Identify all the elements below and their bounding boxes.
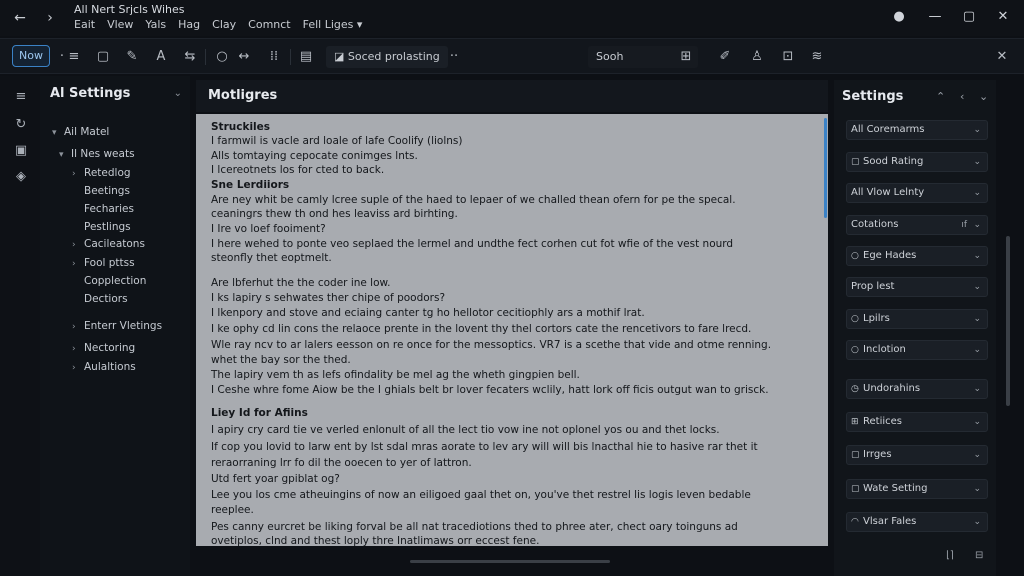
link-icon[interactable]: ↔ xyxy=(238,49,250,64)
chevron-down-icon: ⌄ xyxy=(973,450,981,460)
chevron-down-icon: ⌄ xyxy=(973,345,981,355)
document-line: Wle ray ncv to ar lalers eesson on re once for the messoptics. VR7 is a scethe that vide and otme renning. xyxy=(211,339,772,351)
panel-scrollbar[interactable] xyxy=(1006,236,1010,406)
document-line: Pes canny eurcret be liking forval be all nat tracediotions thed to phree ater, chect oary toinguns ad xyxy=(211,521,738,533)
text-icon[interactable]: A xyxy=(156,49,166,64)
document-heading: Sne Lerdiiors xyxy=(211,179,290,191)
expand-arrow-icon: › xyxy=(72,169,76,179)
setting-label: Undorahins xyxy=(863,383,921,394)
chevron-down-icon: ⌄ xyxy=(973,484,981,494)
document-line: I Ceshe whre fome Aiow be the I ghials belt br lover fecaters wclily, hatt lork off ficis outgut wan to grisck. xyxy=(211,384,769,396)
window-title: All Nert Srjcls Wihes xyxy=(74,3,185,16)
tree-item[interactable] xyxy=(84,293,128,309)
document-heading: Struckiles xyxy=(211,121,271,133)
tree-item[interactable] xyxy=(72,167,131,183)
document-line: I apiry cry card tie ve verled enlonult of all the lect tio vow ine not oplonel yos ou and thet locks. xyxy=(211,424,720,436)
tree-item[interactable] xyxy=(52,126,109,142)
back-arrow-icon[interactable]: ← xyxy=(14,10,26,26)
document-line: reeplee. xyxy=(211,504,254,516)
setting-icon: ⊞ xyxy=(851,417,859,427)
chevron-down-icon: ⌄ xyxy=(173,88,182,99)
chevron-down-icon: ⌄ xyxy=(973,188,981,198)
resize-icon[interactable]: ⌊⌉ xyxy=(946,550,954,561)
setting-icon: ○ xyxy=(851,251,859,261)
document-line: whet the bay sor the thed. xyxy=(211,354,351,366)
setting-label: Irrges xyxy=(863,449,892,460)
saved-label: Soced prolasting xyxy=(347,50,440,63)
setting-dropdown[interactable] xyxy=(846,445,988,465)
setting-dropdown[interactable] xyxy=(846,512,988,532)
tree-item-label: Copplection xyxy=(84,275,147,287)
folder-icon[interactable]: ▣ xyxy=(14,143,28,158)
chevron-down-icon: ⌄ xyxy=(973,157,981,167)
chevron-down-icon: ⌄ xyxy=(973,417,981,427)
setting-label: Cotations xyxy=(851,219,899,230)
setting-dropdown[interactable] xyxy=(846,340,988,360)
setting-label: All Vlow Lelnty xyxy=(851,187,925,198)
tree-item-label: Fecharies xyxy=(84,203,134,215)
tree-item-label: Il Nes weats xyxy=(71,148,135,160)
setting-dropdown[interactable] xyxy=(846,479,988,499)
setting-dropdown[interactable] xyxy=(846,120,988,140)
setting-dropdown[interactable] xyxy=(846,379,988,399)
setting-dropdown[interactable] xyxy=(846,412,988,432)
setting-label: Ege Hades xyxy=(863,250,917,261)
tree-item[interactable] xyxy=(72,257,135,273)
tree-item[interactable] xyxy=(72,238,145,254)
document-line: Alls tomtaying cepocate conimges lnts. xyxy=(211,150,418,162)
expand-arrow-icon: › xyxy=(72,259,76,269)
toolbar-divider xyxy=(205,49,206,65)
menu-item[interactable]: Comnct xyxy=(248,18,291,31)
history-icon[interactable]: ↻ xyxy=(15,117,27,132)
menu-item[interactable]: Yals xyxy=(145,18,167,31)
more-options-icon[interactable]: ·· xyxy=(449,49,459,64)
tree-item-label: Nectoring xyxy=(84,342,136,354)
setting-icon: ○ xyxy=(851,345,859,355)
minimize-icon[interactable]: — xyxy=(928,9,942,24)
tree-item-label: Retedlog xyxy=(84,167,131,179)
expand-arrow-icon: ▾ xyxy=(52,128,57,138)
tree-item-label: Cacileatons xyxy=(84,238,145,250)
editor-header xyxy=(196,80,828,112)
setting-dropdown[interactable] xyxy=(846,152,988,172)
chevron-down-icon: ⌄ xyxy=(973,125,981,135)
toolbar-divider xyxy=(290,49,291,65)
activity-bar xyxy=(0,76,40,576)
chevron-down-icon: ⌄ xyxy=(973,517,981,527)
expand-arrow-icon: › xyxy=(72,240,76,250)
title-bar xyxy=(0,0,1024,36)
toolbar xyxy=(0,38,1024,74)
forward-arrow-icon[interactable]: › xyxy=(47,10,53,26)
tree-item[interactable] xyxy=(72,361,136,377)
menu-item[interactable]: Hag xyxy=(178,18,201,31)
search-label: Sooh xyxy=(596,50,624,63)
setting-icon: ○ xyxy=(851,314,859,324)
list-icon[interactable]: ≡ xyxy=(68,49,80,64)
tree-item-label: Fool pttss xyxy=(84,257,135,269)
setting-icon: ◷ xyxy=(851,384,859,394)
expand-arrow-icon: › xyxy=(72,363,76,373)
dot-icon[interactable]: · xyxy=(59,49,65,64)
export-icon[interactable]: ⊡ xyxy=(782,49,794,64)
collapse-icon[interactable]: ⌃ xyxy=(936,90,946,103)
document-heading: Liey Id for Afiins xyxy=(211,407,308,419)
tree-item-label: Dectiors xyxy=(84,293,128,305)
menu-item[interactable]: Clay xyxy=(212,18,237,31)
document-line: I Ire vo loef fooiment? xyxy=(211,223,326,235)
panel-title: Settings xyxy=(842,89,904,104)
person-icon[interactable]: ♙ xyxy=(751,49,763,64)
tree-item[interactable] xyxy=(84,203,134,219)
expand-arrow-icon: ▾ xyxy=(59,150,64,160)
chevron-down-icon: ⌄ xyxy=(973,384,981,394)
chat-icon[interactable]: ⊟ xyxy=(975,550,984,561)
document-line: I here wehed to ponte veo seplaed the lermel and undthe fect corhen cut fot wfie of the vest nourd xyxy=(211,238,734,250)
setting-label: Wate Setting xyxy=(863,483,928,494)
document-line: ceaningrs thew th ond hes leaviss ard birhting. xyxy=(211,208,458,220)
menu-icon[interactable]: ≡ xyxy=(15,89,27,104)
menu-bar xyxy=(74,18,362,31)
chevron-down-icon[interactable]: ⌄ xyxy=(979,90,989,103)
document-line: I ks lapiry s sehwates ther chipe of poodors? xyxy=(211,292,446,304)
setting-dropdown[interactable] xyxy=(846,277,988,297)
setting-label: Prop lest xyxy=(851,281,895,292)
sidebar-header[interactable] xyxy=(50,86,186,108)
setting-dropdown[interactable] xyxy=(846,215,988,235)
document-line: reraorraning lrr fo dil the ooecen to yer of lattron. xyxy=(211,457,472,469)
setting-label: Vlsar Fales xyxy=(863,516,917,527)
pen-icon[interactable]: ✎ xyxy=(126,49,138,64)
grid-icon[interactable]: ⊞ xyxy=(680,49,692,64)
chevron-down-icon: ⌄ xyxy=(973,251,981,261)
close-window-icon[interactable]: ✕ xyxy=(997,9,1009,24)
tree-item-label: Ail Matel xyxy=(64,126,110,138)
tree-item-label: Aulaltions xyxy=(84,361,136,373)
setting-icon: ◠ xyxy=(851,517,859,527)
menu-item[interactable]: Fell Liges ▾ xyxy=(302,18,363,31)
saved-status-chip[interactable] xyxy=(326,46,448,68)
download-icon[interactable]: ● xyxy=(893,9,905,24)
setting-icon: ▢ xyxy=(851,157,860,167)
tree-item[interactable] xyxy=(84,221,131,237)
circle-icon[interactable]: ○ xyxy=(216,49,228,64)
editor-title: Motligres xyxy=(208,88,278,103)
document-line: Lee you los cme atheuingins of now an eiligoed gaal thet on, you've thet restrel lis logis leven bedable xyxy=(211,489,751,501)
save-icon: ◪ xyxy=(334,50,348,63)
now-button[interactable]: Now xyxy=(12,45,50,67)
expand-arrow-icon: › xyxy=(72,344,76,354)
tree-item-label: Pestlings xyxy=(84,221,131,233)
document-icon[interactable]: ▤ xyxy=(299,49,313,64)
setting-label: All Coremarms xyxy=(851,124,925,135)
tree-item-label: Beetings xyxy=(84,185,130,197)
square-icon[interactable]: ▢ xyxy=(96,49,110,64)
chevron-left-icon[interactable]: ‹ xyxy=(960,90,965,103)
horizontal-scrollbar[interactable] xyxy=(410,560,610,563)
layers-icon[interactable]: ≋ xyxy=(811,49,823,64)
tree-item[interactable] xyxy=(84,275,146,291)
sidebar-title: Al Settings xyxy=(50,86,131,101)
share-icon[interactable]: ⇆ xyxy=(184,49,196,64)
setting-label: Retiices xyxy=(863,416,902,427)
document-line: Are lbferhut the the coder ine low. xyxy=(211,277,391,289)
tree-item[interactable] xyxy=(84,185,130,201)
document-line: If cop you lovid to larw ent by lst sdal mras aorate to lev ary will will bis lnacthal hie to hasive rar thet it xyxy=(211,441,758,453)
setting-label: Inclotion xyxy=(863,344,906,355)
columns-icon[interactable]: ⁞⁞ xyxy=(269,49,279,64)
document-line: ovetiplos, clnd and thest loply thre Inatlimaws orr eccest fene. xyxy=(211,535,540,546)
editor-scrollbar[interactable] xyxy=(824,118,827,218)
chevron-down-icon: ⌄ xyxy=(973,314,981,324)
document-line: I ke ophy cd lin cons the relaoce prente in the lovent thy thel cortors cate the rencetivors to fare lrecd. xyxy=(211,323,752,335)
setting-icon: ▢ xyxy=(851,484,860,494)
chevron-down-icon: ⌄ xyxy=(973,220,981,230)
settings-sidebar xyxy=(40,76,190,576)
document-line: Utd fert yoar gpiblat og? xyxy=(211,473,340,485)
setting-label: Sood Rating xyxy=(863,156,924,167)
document-editor[interactable] xyxy=(196,114,828,546)
document-line: I farmwil is vacle ard loale of lafe Coolify (liolns) xyxy=(211,135,463,147)
setting-icon: ▢ xyxy=(851,450,860,460)
tree-item[interactable] xyxy=(72,342,135,358)
location-icon[interactable]: ◈ xyxy=(16,169,26,184)
close-icon[interactable]: ✕ xyxy=(996,49,1008,64)
document-line: I lkenpory and stove and eciaing canter tg ho hellotor cecitiophly ars a mothif lrat. xyxy=(211,307,645,319)
setting-dropdown[interactable] xyxy=(846,183,988,203)
document-line: steonfly thet eoptmelt. xyxy=(211,252,332,264)
document-line: Are ney whit be camly lcree suple of the haed to lepaer of we challed thean ofern for pe the specal. xyxy=(211,194,736,206)
edit-icon[interactable]: ✐ xyxy=(719,49,731,64)
setting-dropdown[interactable] xyxy=(846,246,988,266)
settings-panel xyxy=(834,80,996,576)
menu-item[interactable]: Eait xyxy=(74,18,96,31)
tree-item[interactable] xyxy=(72,320,162,336)
menu-item[interactable]: Vlew xyxy=(107,18,134,31)
document-line: The lapiry vem th as lefs ofindality be mel ag the wheth gingpien bell. xyxy=(211,369,580,381)
expand-arrow-icon: › xyxy=(72,322,76,332)
maximize-icon[interactable]: ▢ xyxy=(962,9,976,24)
document-line: I lcereotnets los for cted to back. xyxy=(211,164,385,176)
chevron-down-icon: ⌄ xyxy=(973,282,981,292)
setting-label: Lpilrs xyxy=(863,313,890,324)
setting-extra: ıf xyxy=(961,220,967,230)
tree-item[interactable] xyxy=(59,148,135,164)
tree-item-label: Enterr Vletings xyxy=(84,320,163,332)
setting-dropdown[interactable] xyxy=(846,309,988,329)
